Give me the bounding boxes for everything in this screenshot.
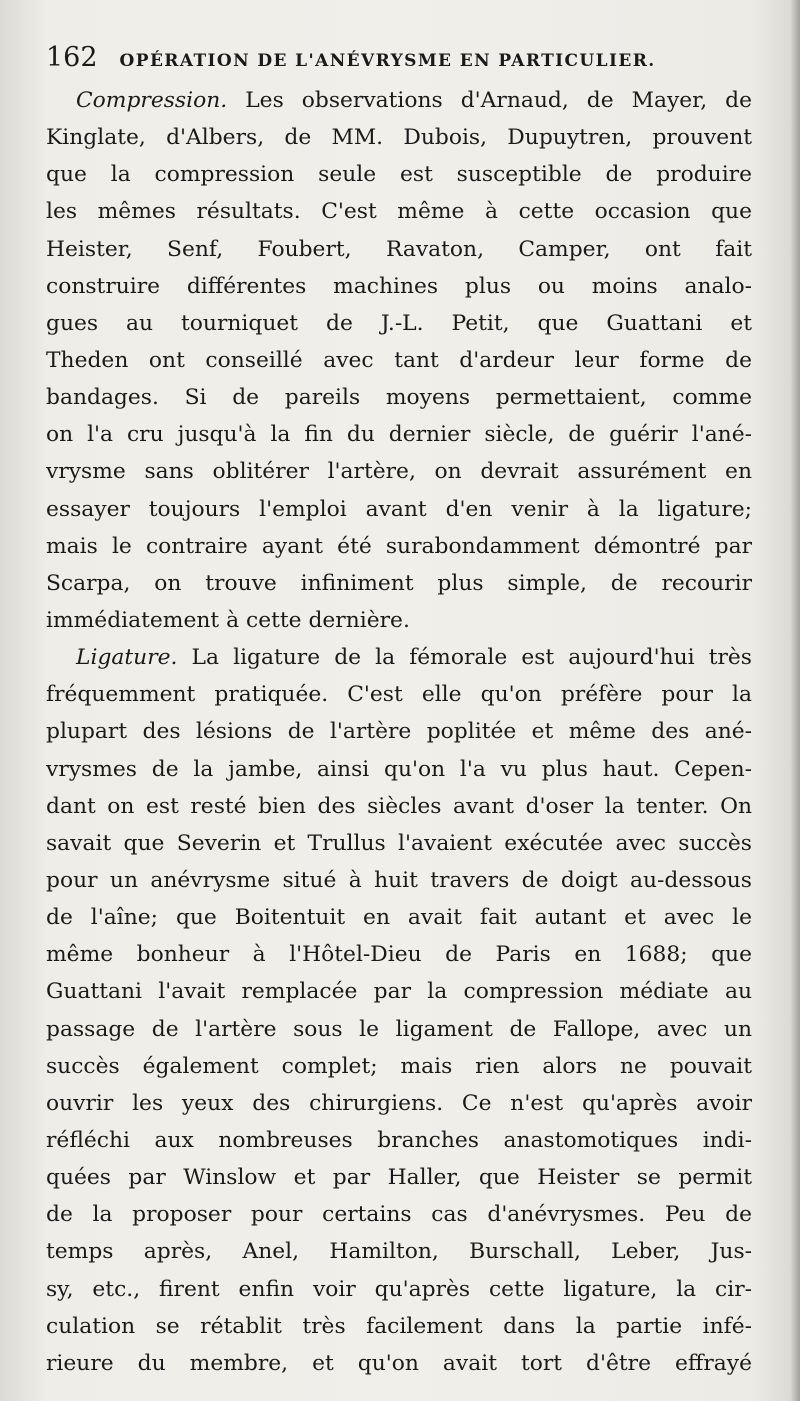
running-head <box>46 42 766 76</box>
text-line: réfléchi aux nombreuses branches anastomotiques indi- <box>46 1127 752 1153</box>
text-line: bandages. Si de pareils moyens permettaient, comme <box>46 385 752 411</box>
page-edge-shadow <box>790 0 800 1401</box>
text-line: essayer toujours l'emploi avant d'en venir à la ligature; <box>46 496 752 522</box>
body-text <box>46 82 752 1382</box>
text-line: passage de l'artère sous le ligament de Fallope, avec un <box>46 1016 752 1042</box>
text-line: vrysmes de la jambe, ainsi qu'on l'a vu plus haut. Cepen- <box>46 756 752 782</box>
text-line: savait que Severin et Trullus l'avaient exécutée avec succès <box>46 830 752 856</box>
text-line: immédiatement à cette dernière. <box>46 607 410 633</box>
text-line: les mêmes résultats. C'est même à cette occasion que <box>46 199 752 225</box>
text-line: fréquemment pratiquée. C'est elle qu'on préfère pour la <box>46 682 752 708</box>
text-line: on l'a cru jusqu'à la fin du dernier siècle, de guérir l'ané- <box>46 422 752 448</box>
running-title: OPÉRATION DE L'ANÉVRYSME EN PARTICULIER. <box>119 51 656 71</box>
text-line: quées par Winslow et par Haller, que Heister se permit <box>46 1165 752 1191</box>
text-line: de la proposer pour certains cas d'anévrysmes. Peu de <box>46 1202 752 1228</box>
text-line: mais le contraire ayant été surabondamment démontré par <box>46 533 752 559</box>
text-line: plupart des lésions de l'artère poplitée et même des ané- <box>46 719 752 745</box>
text-line-rest: Les observations d'Arnaud, de Mayer, de <box>227 88 752 113</box>
text-line: rieure du membre, et qu'on avait tort d'être effrayé <box>46 1350 752 1376</box>
text-line: succès également complet; mais rien alors ne pouvait <box>46 1053 752 1079</box>
text-line: même bonheur à l'Hôtel-Dieu de Paris en 1688; que <box>46 942 752 968</box>
text-line: Theden ont conseillé avec tant d'ardeur leur forme de <box>46 347 752 373</box>
text-line: que la compression seule est susceptible de produire <box>46 162 752 188</box>
text-line: pour un anévrysme situé à huit travers de doigt au-dessous <box>46 867 752 893</box>
text-line: vrysme sans oblitérer l'artère, on devrait assurément en <box>46 459 752 485</box>
text-line: culation se rétablit très facilement dans la partie infé- <box>46 1313 752 1339</box>
text-line: Kinglate, d'Albers, de MM. Dubois, Dupuytren, prouvent <box>46 125 752 151</box>
text-line: Heister, Senf, Foubert, Ravaton, Camper, ont fait <box>46 236 752 262</box>
text-line: Scarpa, on trouve infiniment plus simple, de recourir <box>46 570 752 596</box>
paragraph-lead-word: Ligature. <box>76 645 178 671</box>
text-line: dant on est resté bien des siècles avant d'oser la tenter. On <box>46 793 752 819</box>
paragraph-lead-word: Compression. <box>76 88 228 113</box>
text-line: construire différentes machines plus ou moins analo- <box>46 273 752 299</box>
text-line: temps après, Anel, Hamilton, Burschall, Leber, Jus- <box>46 1239 752 1265</box>
text-line <box>46 82 752 119</box>
text-line-rest: La ligature de la fémorale est aujourd'hui très <box>177 645 752 671</box>
text-line: sy, etc., firent enfin voir qu'après cette ligature, la cir- <box>46 1276 752 1302</box>
text-line: Guattani l'avait remplacée par la compression médiate au <box>46 979 752 1005</box>
text-line <box>46 639 752 676</box>
text-line: de l'aîne; que Boitentuit en avait fait autant et avec le <box>46 905 752 931</box>
text-line: gues au tourniquet de J.-L. Petit, que Guattani et <box>46 310 752 336</box>
page-number: 162 <box>46 42 98 73</box>
text-line: ouvrir les yeux des chirurgiens. Ce n'est qu'après avoir <box>46 1090 752 1116</box>
